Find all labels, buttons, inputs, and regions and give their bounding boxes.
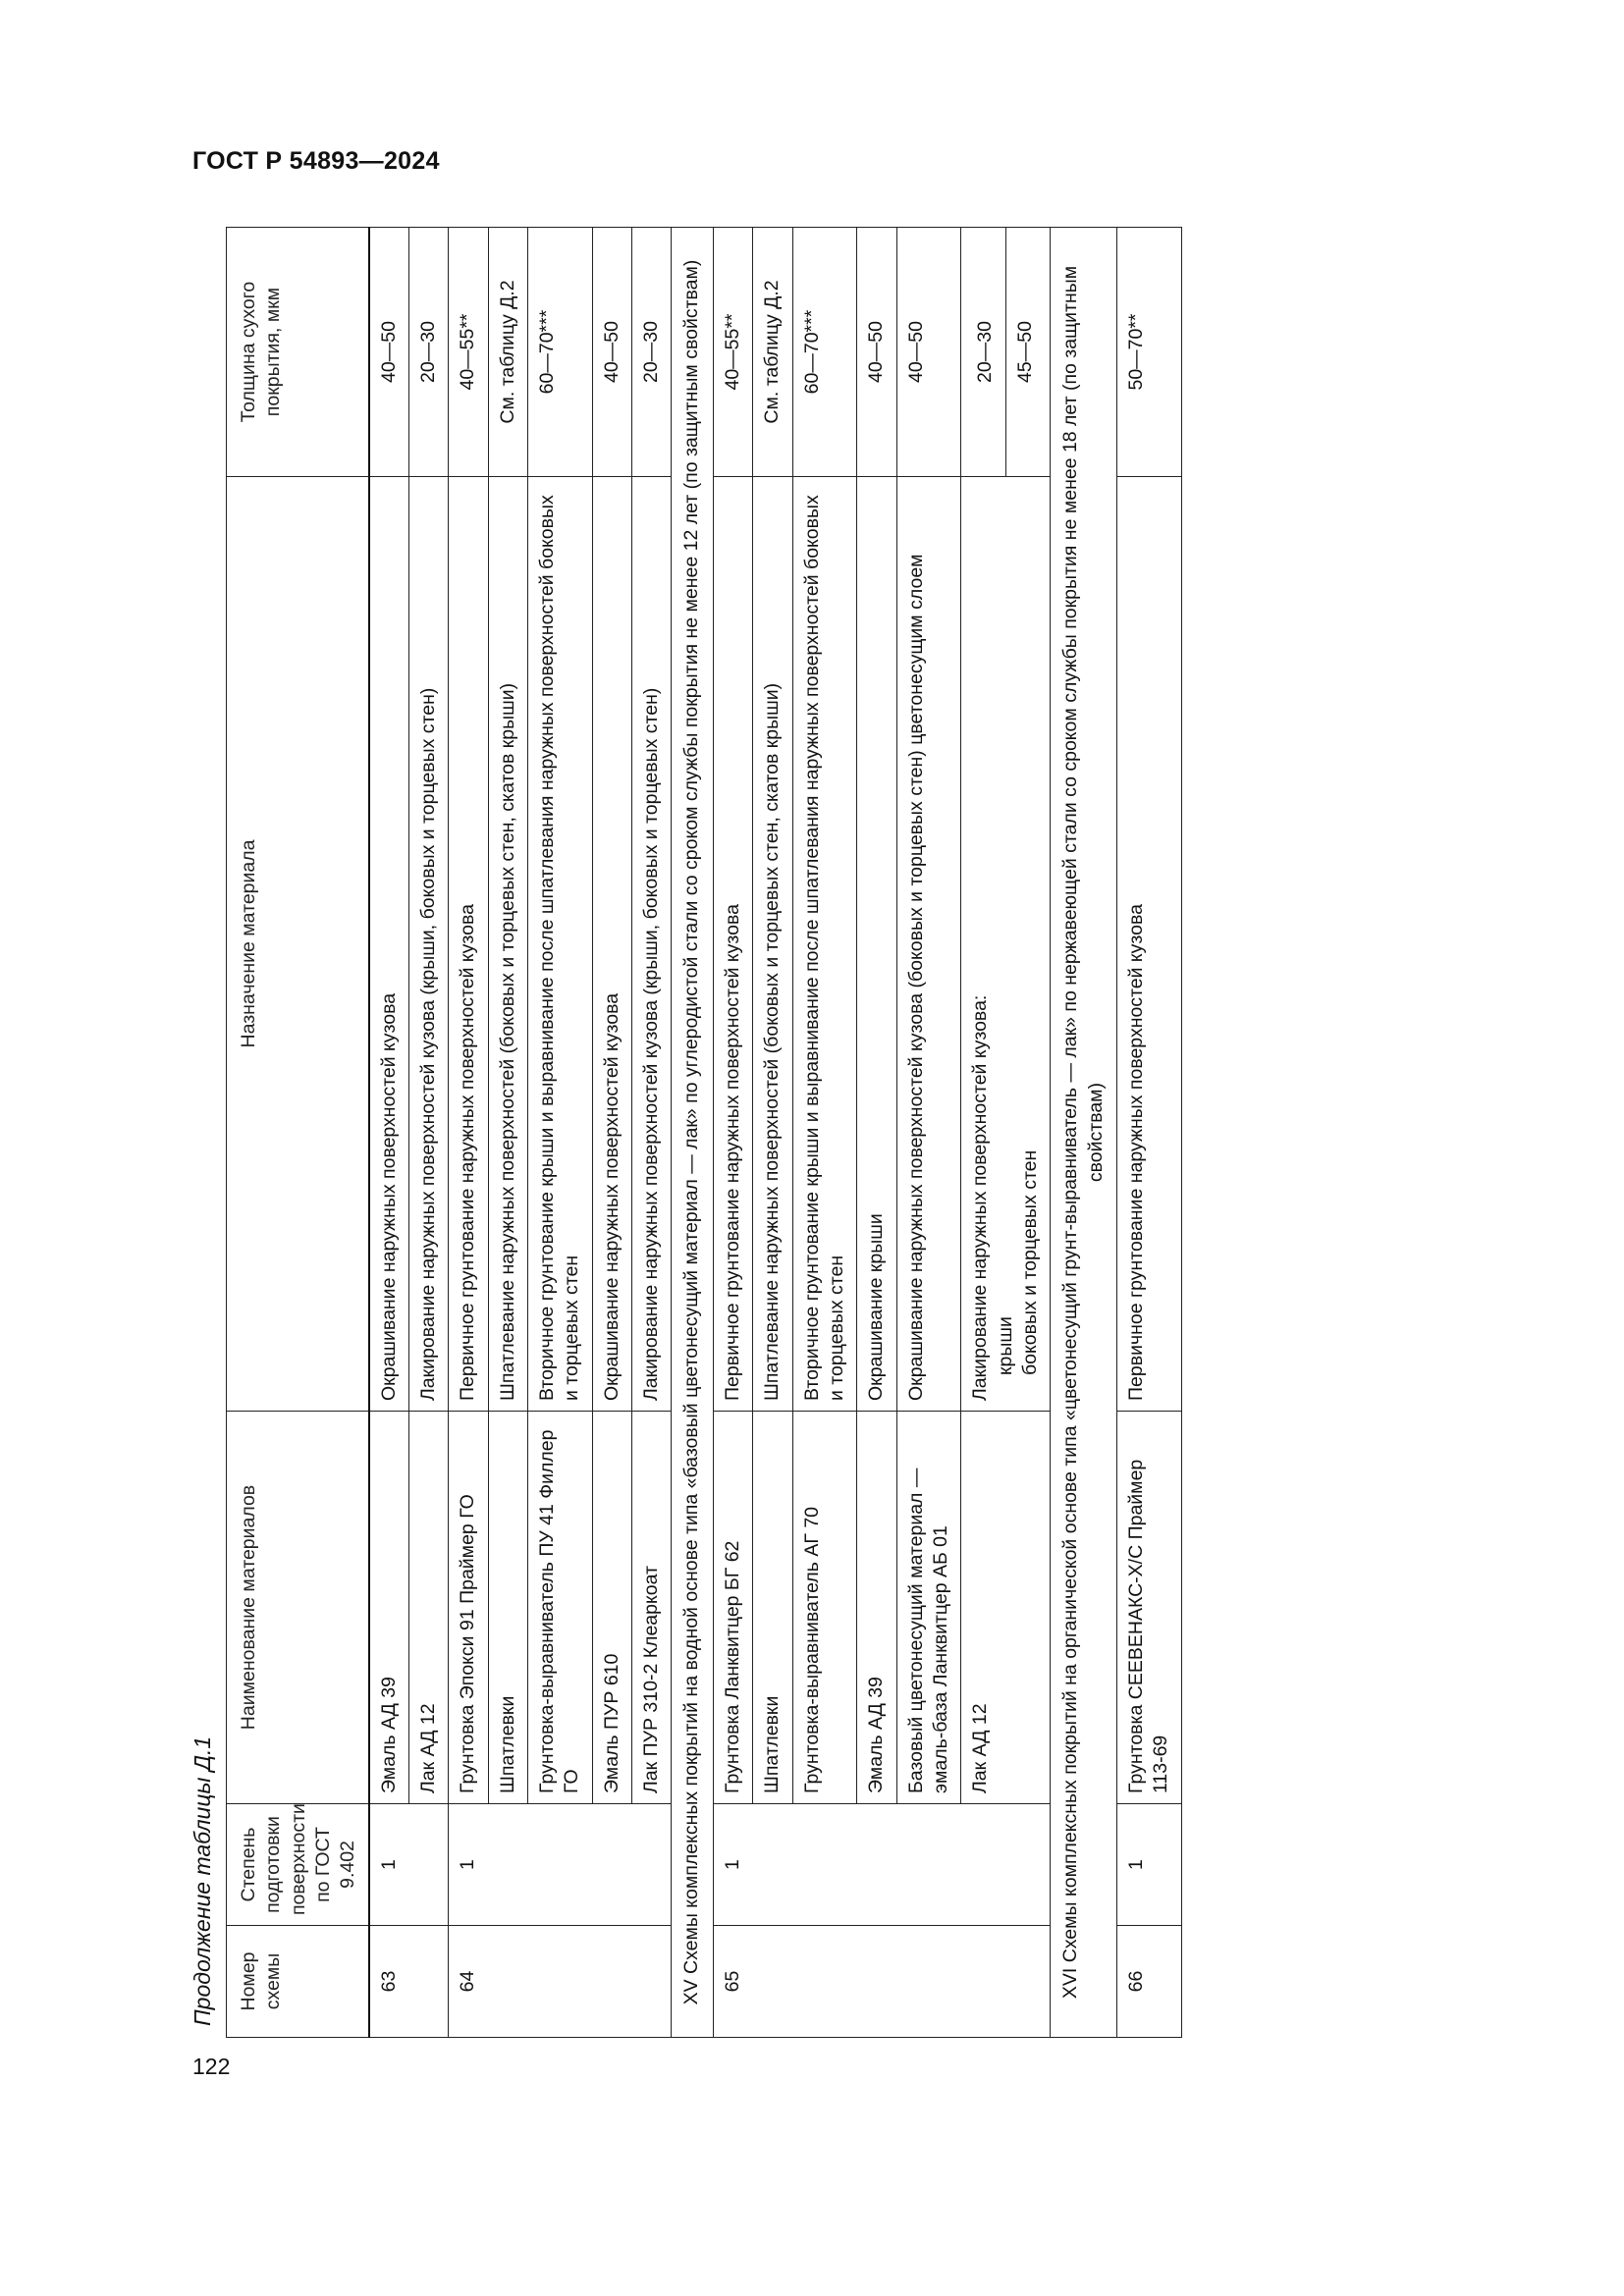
material-purpose: Шпатлевание наружных поверхностей (боковых и торцевых стен, скатов крыши) <box>753 477 792 1412</box>
header-purpose: Назначение материала <box>227 477 369 1412</box>
material-purpose: Лакирование наружных поверхностей кузова (крыши, боковых и торцевых стен) <box>409 477 449 1412</box>
surface-prep-degree: 1 <box>449 1804 672 1926</box>
coating-thickness: 20—30 <box>632 228 672 477</box>
material-name: Лак АД 12 <box>409 1412 449 1804</box>
coating-thickness: 60—70*** <box>528 228 593 477</box>
material-purpose: Окрашивание крыши <box>857 477 896 1412</box>
coating-thickness: 40—55** <box>713 228 752 477</box>
material-name: Грунтовка-выравниватель АГ 70 <box>792 1412 857 1804</box>
coating-thickness: 40—55** <box>449 228 488 477</box>
material-purpose: Лакирование наружных поверхностей кузова (крыши, боковых и торцевых стен) <box>632 477 672 1412</box>
material-purpose-lac <box>961 477 1051 1412</box>
material-purpose: Окрашивание наружных поверхностей кузова (боковых и торцевых стен) цветонесущим слоем <box>896 477 961 1412</box>
table-row <box>857 228 896 2038</box>
material-name: Шпатлевки <box>488 1412 527 1804</box>
page-number: 122 <box>192 2054 231 2079</box>
coating-thickness: 40—50 <box>857 228 896 477</box>
table-row <box>369 228 409 2038</box>
surface-prep-degree: 1 <box>713 1804 1050 1926</box>
material-name: Эмаль ПУР 610 <box>592 1412 631 1804</box>
table-row <box>488 228 527 2038</box>
header-material-name: Наименование материалов <box>227 1412 369 1804</box>
table-row <box>592 228 631 2038</box>
surface-prep-degree: 1 <box>369 1804 449 1926</box>
coating-thickness: 40—50 <box>369 228 409 477</box>
material-purpose: Окрашивание наружных поверхностей кузова <box>592 477 631 1412</box>
table-row <box>896 228 961 2038</box>
header-row <box>227 228 369 2038</box>
coating-thickness-roof: 20—30 <box>961 228 1006 477</box>
material-name: Лак ПУР 310-2 Клеаркоат <box>632 1412 672 1804</box>
material-name: Грунтовка-выравниватель ПУ 41 Филлер ГО <box>528 1412 593 1804</box>
rotated-table <box>226 228 1494 2038</box>
table-row <box>792 228 857 2038</box>
material-purpose: Окрашивание наружных поверхностей кузова <box>369 477 409 1412</box>
material-purpose: Первичное грунтование наружных поверхностей кузова <box>1116 477 1181 1412</box>
material-name: Шпатлевки <box>753 1412 792 1804</box>
material-name: Эмаль АД 39 <box>369 1412 409 1804</box>
coating-thickness: См. таблицу Д.2 <box>753 228 792 477</box>
coating-thickness: 60—70*** <box>792 228 857 477</box>
table-row <box>632 228 672 2038</box>
material-name: Лак АД 12 <box>961 1412 1051 1804</box>
table-row <box>961 228 1006 2038</box>
table-row <box>713 228 752 2038</box>
coating-schemes-table <box>226 227 1182 2038</box>
material-name: Эмаль АД 39 <box>857 1412 896 1804</box>
section-row <box>672 228 713 2038</box>
coating-thickness: 20—30 <box>409 228 449 477</box>
table-row <box>528 228 593 2038</box>
section-heading-xv: XV Схемы комплексных покрытий на водной основе типа «базовый цветонесущий материал — лак» по углеродистой стали со сроком службы покрытия не менее 12 лет (по защитным свойствам) <box>672 228 713 2038</box>
section-row <box>1051 228 1117 2038</box>
material-name: Грунтовка СЕЕВЕНАКС-Х/С Праймер 113-69 <box>1116 1412 1181 1804</box>
purpose-lac-heading: Лакирование наружных поверхностей кузова: <box>969 994 992 1401</box>
coating-thickness: См. таблицу Д.2 <box>488 228 527 477</box>
material-purpose: Шпатлевание наружных поверхностей (боковых и торцевых стен, скатов крыши) <box>488 477 527 1412</box>
material-name: Грунтовка Эпокси 91 Праймер ГО <box>449 1412 488 1804</box>
table-row <box>449 228 488 2038</box>
scheme-number: 66 <box>1116 1926 1181 2038</box>
section-heading-xvi: XVI Схемы комплексных покрытий на органической основе типа «цветонесущий грунт-выравниватель — лак» по нержавеющей стали со сроком службы покрытия не менее 18 лет (по защитным свойствам) <box>1051 228 1117 2038</box>
material-name: Базовый цветонесущий материал — эмаль-база Ланквитцер АБ 01 <box>896 1412 961 1804</box>
coating-thickness: 40—50 <box>896 228 961 477</box>
scheme-number: 63 <box>369 1926 449 2038</box>
scheme-number: 65 <box>713 1926 1050 2038</box>
material-purpose: Первичное грунтование наружных поверхностей кузова <box>449 477 488 1412</box>
surface-prep-degree: 1 <box>1116 1804 1181 1926</box>
table-row <box>409 228 449 2038</box>
coating-thickness-walls: 45—50 <box>1005 228 1051 477</box>
header-thickness: Толщина сухого покрытия, мкм <box>227 228 369 477</box>
scheme-number: 64 <box>449 1926 672 2038</box>
document-title: ГОСТ Р 54893—2024 <box>192 147 440 175</box>
coating-thickness: 50—70** <box>1116 228 1181 477</box>
material-name: Грунтовка Ланквитцер БГ 62 <box>713 1412 752 1804</box>
header-scheme-number: Номер схемы <box>227 1926 369 2038</box>
table-caption: Продолжение таблицы Д.1 <box>189 1735 215 2026</box>
table-region <box>226 228 1494 2038</box>
material-purpose: Вторичное грунтование крыши и выравнивание после шпатлевания наружных поверхностей боковых и торцевых стен <box>528 477 593 1412</box>
table-row <box>1116 228 1181 2038</box>
coating-thickness: 40—50 <box>592 228 631 477</box>
purpose-lac-walls: боковых и торцевых стен <box>1018 1149 1041 1375</box>
material-purpose: Вторичное грунтование крыши и выравнивание после шпатлевания наружных поверхностей боковых и торцевых стен <box>792 477 857 1412</box>
purpose-lac-roof: крыши <box>994 1316 1016 1375</box>
table-row <box>753 228 792 2038</box>
header-surface-prep: Степень подготовки поверхности по ГОСТ 9.402 <box>227 1804 369 1926</box>
material-purpose: Первичное грунтование наружных поверхностей кузова <box>713 477 752 1412</box>
